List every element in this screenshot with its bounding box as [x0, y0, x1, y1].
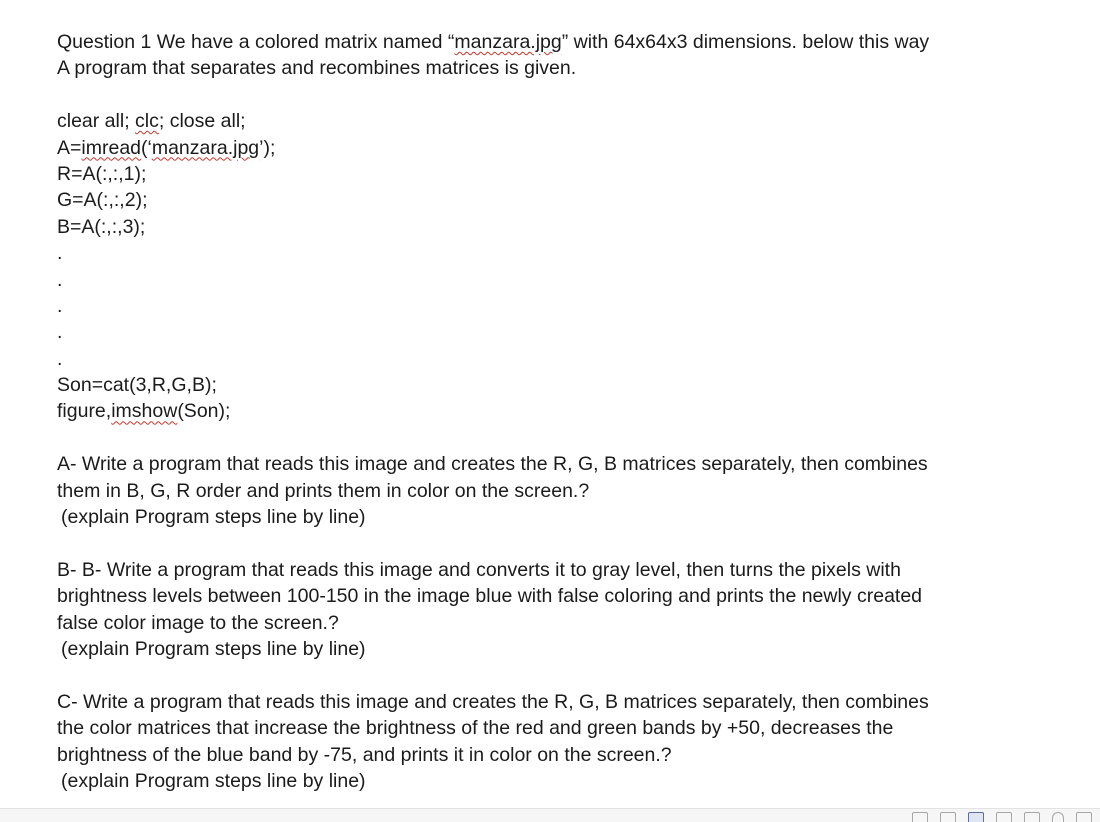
spelling-flagged-word: clc	[135, 110, 159, 133]
part-b-line-1: B- B- Write a program that reads this image and converts it to gray level, then turns the pixels with	[57, 558, 901, 581]
settings-icon[interactable]	[1076, 812, 1092, 822]
code-line-3: R=A(:,:,1);	[57, 162, 147, 185]
ellipsis-dot: .	[57, 347, 63, 370]
status-bar	[0, 808, 1100, 822]
outline-view-icon[interactable]	[1024, 812, 1040, 822]
spelling-flagged-word: manzara.jpg	[151, 136, 260, 159]
focus-mode-icon[interactable]	[912, 812, 928, 822]
part-b-line-2: brightness levels between 100-150 in the image blue with false coloring and prints the newly created	[57, 585, 923, 608]
part-c-line-2: the color matrices that increase the brightness of the red and green bands by +50, decreases the	[57, 717, 894, 740]
ellipsis-dot: .	[57, 242, 63, 265]
part-b-explain: (explain Program steps line by line)	[61, 637, 366, 660]
document-body	[57, 29, 1057, 794]
filename-text: manzara.jpg	[454, 31, 562, 53]
part-a-line-2: them in B, G, R order and prints them in color on the screen.?	[57, 479, 590, 502]
ellipsis-dot: .	[57, 268, 63, 291]
code-line-2: A=imread(‘manzara.jpg’);	[57, 136, 276, 159]
ellipsis-dot: .	[57, 321, 63, 344]
part-b-line-3: false color image to the screen.?	[57, 611, 339, 634]
part-c-line-3: brightness of the blue band by -75, and prints it in color on the screen.?	[57, 743, 672, 766]
part-c-line-1: C- Write a program that reads this image and creates the R, G, B matrices separately, then combines	[57, 690, 929, 713]
spelling-flagged-word: imshow	[111, 400, 178, 423]
code-line-4: G=A(:,:,2);	[57, 189, 148, 212]
code-line-6: Son=cat(3,R,G,B);	[57, 374, 217, 397]
blank-line	[57, 425, 1057, 451]
blank-line	[57, 82, 1057, 108]
part-a-line-1: A- Write a program that reads this image and creates the R, G, B matrices separately, then combines	[57, 453, 928, 476]
print-layout-icon[interactable]	[968, 812, 984, 822]
blank-line	[57, 662, 1057, 688]
view-controls	[912, 812, 1092, 822]
zoom-icon[interactable]	[1052, 812, 1064, 822]
part-a-explain: (explain Program steps line by line)	[61, 506, 366, 529]
ellipsis-dot: .	[57, 294, 63, 317]
web-layout-icon[interactable]	[996, 812, 1012, 822]
part-c-explain: (explain Program steps line by line)	[61, 769, 366, 792]
question-intro-line-1: Question 1 We have a colored matrix named “manzara.jpg” with 64x64x3 dimensions. below this way	[57, 31, 930, 53]
code-line-5: B=A(:,:,3);	[57, 215, 146, 238]
code-line-7: figure,imshow(Son);	[57, 400, 231, 423]
code-line-1: clear all; clc; close all;	[57, 110, 246, 133]
question-intro-line-2: A program that separates and recombines matrices is given.	[57, 57, 577, 80]
read-mode-icon[interactable]	[940, 812, 956, 822]
spelling-flagged-word: imread	[81, 136, 142, 159]
blank-line	[57, 530, 1057, 556]
